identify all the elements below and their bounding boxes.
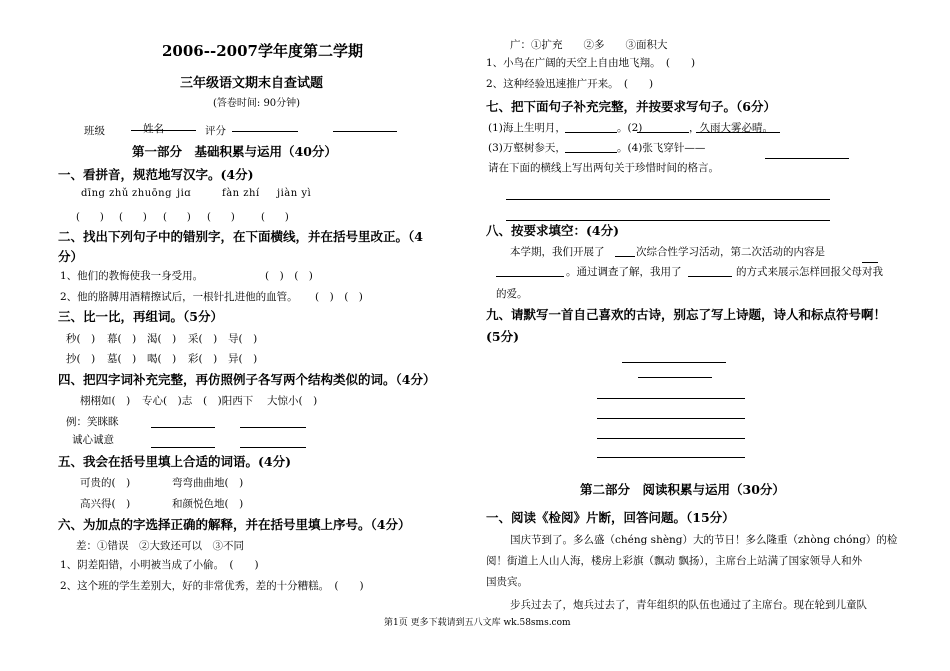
- poem-line[interactable]: [597, 457, 745, 458]
- answer-line[interactable]: [765, 158, 849, 159]
- q5-title: 五、我会在括号里填上合适的词语。(4分): [58, 454, 292, 469]
- poem-line[interactable]: [597, 438, 745, 439]
- pinyin-1: dīng zhǔ: [81, 188, 129, 199]
- q6-item-2: 2、这个班的学生差别大，好的非常优秀，差的十分糟糕。 ( ): [60, 580, 364, 592]
- q7-row2a: (3)万壑树参天，: [488, 142, 566, 154]
- compare-word[interactable]: 秒( ): [66, 333, 96, 345]
- q7-row1b: 。(2): [617, 122, 643, 134]
- q2-title-cont: 分）: [58, 249, 84, 264]
- answer-line[interactable]: [506, 199, 830, 200]
- idiom-item[interactable]: 栩栩如( ): [80, 395, 131, 407]
- q7-title: 七、把下面句子补充完整，并按要求写句子。（6分）: [486, 99, 776, 114]
- answer-bracket-5[interactable]: ( ): [261, 212, 289, 223]
- r1-para1-line3: 国贵宾。: [486, 576, 528, 588]
- q2-title: 二、找出下列句子中的错别字，在下面横线，并在括号里改正。（4: [58, 229, 423, 244]
- idiom-item[interactable]: 专心( )志: [142, 395, 193, 407]
- answer-line[interactable]: [240, 447, 306, 448]
- answer-line[interactable]: [565, 132, 617, 133]
- score-label: 评分: [205, 125, 226, 137]
- q6-item-1: 1、阴差阳错，小明被当成了小偷。 ( ): [60, 559, 259, 571]
- q2-item-1: 1、他们的教悔使我一身受用。: [60, 270, 204, 282]
- q6-options: 差：①错误 ②大致还可以 ③不同: [76, 540, 244, 552]
- r1-para1-line1: 国庆节到了。多么盛（chéng shèng）大的节日！多么隆重（zhòng chóng）的检: [510, 534, 898, 546]
- extra-underline[interactable]: [333, 131, 397, 132]
- q6-title: 六、为加点的字选择正确的解释，并在括号里填上序号。（4分）: [58, 517, 411, 532]
- q8-line2b: 的方式来展示怎样回报父母对我: [736, 266, 883, 278]
- pinyin-2: zhuōng: [132, 188, 173, 199]
- compare-word[interactable]: 渴( ): [147, 333, 177, 345]
- q6-guang-item-2: 2、这种经验迅速推广开来。 ( ): [486, 78, 654, 90]
- answer-line[interactable]: [862, 262, 878, 263]
- answer-line[interactable]: [637, 132, 689, 133]
- q7-row2b: 。(4)张飞穿针——: [617, 142, 706, 154]
- exam-title: 2006--2007学年度第二学期: [162, 42, 363, 60]
- q3-title: 三、比一比，再组词。（5分）: [58, 309, 223, 324]
- answer-line[interactable]: [151, 447, 215, 448]
- example-1: 例：笑眯眯: [66, 416, 119, 428]
- name-underline: [160, 130, 196, 131]
- q7-row1c: ，久雨大雾必晴。: [689, 122, 773, 134]
- answer-line[interactable]: [565, 152, 617, 153]
- answer-bracket-4[interactable]: ( ): [207, 212, 235, 223]
- q8-title: 八、按要求填空：(4分): [486, 223, 620, 238]
- exam-time: (答卷时间: 90分钟): [213, 98, 301, 109]
- exam-subtitle: 三年级语文期末自查试题: [180, 76, 324, 91]
- q9-title: 九、请默写一首自己喜欢的古诗，别忘了写上诗题，诗人和标点符号啊！: [486, 307, 887, 322]
- q1-title: 一、看拼音，规范地写汉字。(4分): [58, 167, 254, 182]
- compare-word[interactable]: 幕( ): [107, 333, 137, 345]
- answer-line[interactable]: [496, 276, 564, 277]
- page-footer: 第1页 更多下载请到五八文库 wk.58sms.com: [384, 618, 571, 628]
- part1-heading: 第一部分 基础积累与运用（40分）: [132, 144, 337, 159]
- compare-word[interactable]: 导( ): [228, 333, 258, 345]
- r1-title: 一、阅读《检阅》片断，回答问题。（15分）: [486, 510, 735, 525]
- pinyin-4: fàn zhí: [222, 188, 260, 199]
- q2-item-2: 2、他的胳膊用酒精擦试后，一根针扎进他的血管。: [60, 291, 298, 303]
- compare-word[interactable]: 墓( ): [107, 353, 137, 365]
- r1-para2-line1: 步兵过去了，炮兵过去了，青年组织的队伍也通过了主席台。现在轮到儿童队: [510, 599, 867, 611]
- compare-word[interactable]: 彩( ): [188, 353, 218, 365]
- example-2: 诚心诚意: [72, 434, 114, 446]
- idiom-item[interactable]: ( )阳西下: [203, 395, 254, 407]
- fill-item[interactable]: 和颜悦色地( ): [172, 498, 244, 510]
- q6-options-guang: 广：①扩充 ②多 ③面积大: [510, 39, 668, 51]
- answer-line[interactable]: [615, 256, 635, 257]
- pinyin-3: jiɑ: [177, 188, 192, 199]
- compare-word[interactable]: 异( ): [228, 353, 258, 365]
- q2-bracket-1[interactable]: ( ) ( ): [265, 270, 313, 282]
- q2-bracket-2[interactable]: ( ) ( ): [315, 291, 363, 303]
- r1-para1-line2: 阅！街道上人山人海，楼房上彩旗（飘动 飘扬），主席台上站满了国家领导人和外: [486, 555, 863, 567]
- part2-heading: 第二部分 阅读积累与运用（30分）: [580, 482, 785, 497]
- poem-line[interactable]: [597, 418, 745, 419]
- q7-row3: 请在下面的横线上写出两句关于珍惜时间的格言。: [488, 162, 719, 174]
- answer-line[interactable]: [688, 276, 732, 277]
- answer-underline: [696, 132, 780, 133]
- compare-word[interactable]: 抄( ): [66, 353, 96, 365]
- q6-guang-item-1: 1、小鸟在广阔的天空上自由地飞翔。 ( ): [486, 57, 696, 69]
- idiom-item[interactable]: 大惊小( ): [267, 395, 318, 407]
- fill-item[interactable]: 高兴得( ): [80, 498, 131, 510]
- fill-item[interactable]: 弯弯曲曲地( ): [172, 477, 244, 489]
- class-label: 班级: [84, 125, 105, 137]
- q7-row1a: (1)海上生明月，: [488, 122, 566, 134]
- q4-title: 四、把四字词补充完整，再仿照例子各写两个结构类似的词。（4分）: [58, 372, 436, 387]
- poem-author-line[interactable]: [638, 377, 712, 378]
- poem-title-line[interactable]: [622, 362, 726, 363]
- answer-bracket-1[interactable]: ( ): [76, 212, 104, 223]
- q8-line2a: 。通过调查了解，我用了: [566, 266, 682, 278]
- score-underline[interactable]: [232, 131, 298, 132]
- answer-line[interactable]: [240, 427, 306, 428]
- q8-line3: 的爱。: [496, 288, 528, 300]
- compare-word[interactable]: 喝( ): [147, 353, 177, 365]
- answer-line[interactable]: [151, 427, 215, 428]
- answer-bracket-3[interactable]: ( ): [163, 212, 191, 223]
- name-label: 姓名: [143, 123, 164, 135]
- q8-line1b: 次综合性学习活动，第二次活动的内容是: [636, 246, 825, 258]
- pinyin-5: jiàn yì: [277, 188, 312, 199]
- q9-title-cont: (5分): [486, 329, 520, 344]
- q8-line1a: 本学期，我们开展了: [510, 246, 605, 258]
- fill-item[interactable]: 可贵的( ): [80, 477, 131, 489]
- poem-line[interactable]: [597, 398, 745, 399]
- answer-bracket-2[interactable]: ( ): [119, 212, 147, 223]
- compare-word[interactable]: 采( ): [188, 333, 218, 345]
